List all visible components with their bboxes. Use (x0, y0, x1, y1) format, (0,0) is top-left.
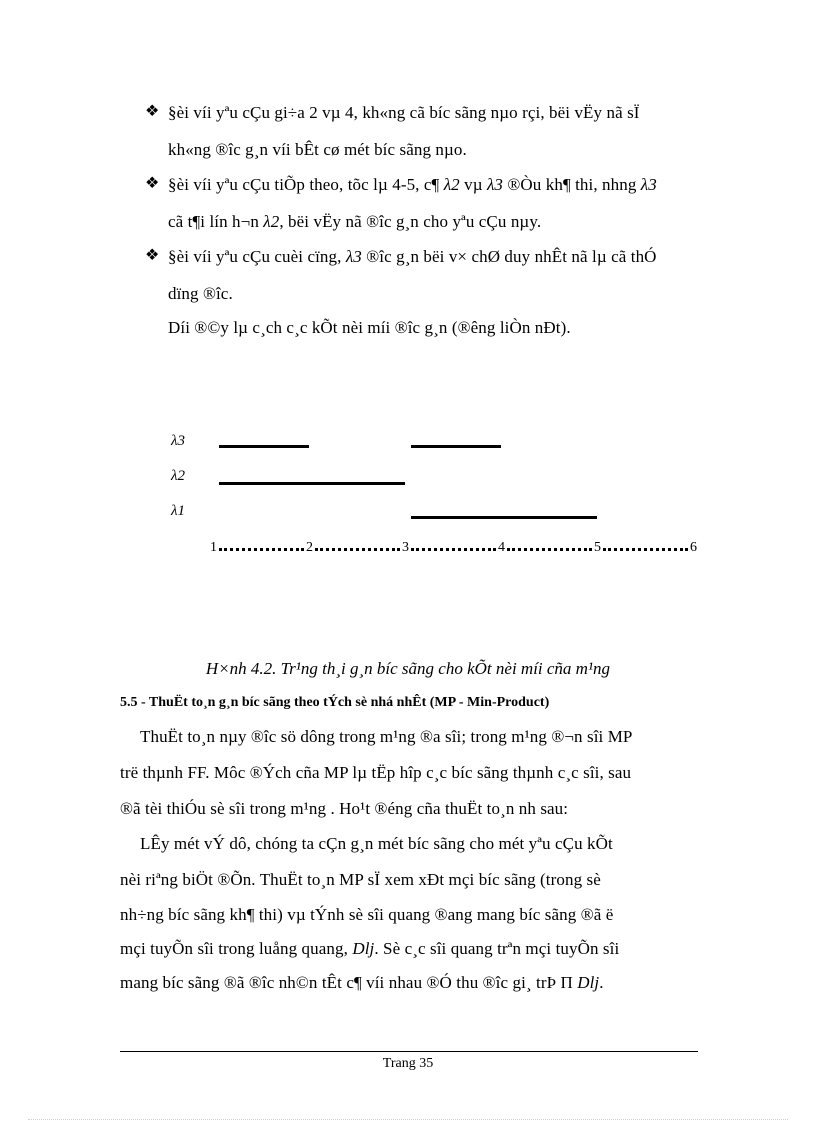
bullet-1-line-1: §èi víi yªu cÇu gi÷a 2 vµ 4, kh«ng cã bíc sãng nµo rçi, bëi vËy nã sÏ (168, 103, 640, 122)
footer-rule (120, 1051, 698, 1052)
paragraph-2-line-4: mçi tuyÕn sîi trong luång quang, Dlj. Sè c¸c sîi quang trªn mçi tuyÕn sîi (120, 939, 620, 958)
axis-tick-4: 4 (498, 540, 505, 555)
connection-segment-1-1 (219, 445, 309, 448)
connection-segment-3-1 (411, 516, 597, 519)
paragraph-2-line-3: nh÷ng bíc sãng kh¶ thi) vµ tÝnh sè sîi quang ®ang mang bíc sãng ®ã ë (120, 905, 614, 924)
diamond-bullet-icon: ❖ (145, 175, 160, 192)
axis-dotted-segment (411, 548, 496, 551)
lambda-symbol: λ3 (486, 175, 504, 194)
paragraph-2-line-1: LÊy mét vÝ dô, chóng ta cÇn g¸n mét bíc sãng cho mét yªu cÇu kÕt (140, 834, 613, 853)
bullet-2-line-1: §èi víi yªu cÇu tiÕp theo, tõc lµ 4-5, c¶ λ2 vµ λ3 ®Òu kh¶ thi, nhng λ3 (168, 175, 657, 194)
axis-tick-5: 5 (594, 540, 601, 555)
paragraph-2-line-5: mang bíc sãng ®ã ®îc nh©n tÊt c¶ víi nhau ®Ó thu ®îc gi¸ trÞ Π Dlj. (120, 973, 604, 992)
bullet-3-line-2: dïng ®îc. (168, 284, 233, 303)
axis-dotted-segment (507, 548, 592, 551)
bullet-1-line-2: kh«ng ®îc g¸n víi bÊt cø mét bíc sãng nµo. (168, 140, 467, 159)
section-heading: 5.5 - ThuËt to¸n g¸n bíc sãng theo tÝch sè nhá nhÊt (MP - Min-Product) (120, 695, 550, 710)
page-number: Trang 35 (382, 1056, 434, 1071)
axis-tick-1: 1 (210, 540, 217, 555)
figure-caption: H×nh 4.2. Tr¹ng th¸i g¸n bíc sãng cho kÕt nèi míi cña m¹ng (205, 659, 611, 678)
axis-tick-2: 2 (306, 540, 313, 555)
axis-dotted-segment (603, 548, 688, 551)
d-lj-symbol: Dlj (352, 939, 375, 958)
page-edge-dotted-line (28, 1119, 788, 1120)
wavelength-label-1: λ1 (171, 503, 185, 519)
intro-line: Díi ®©y lµ c¸ch c¸c kÕt nèi míi ®îc g¸n (®êng liÒn nÐt). (168, 318, 571, 337)
lambda-symbol: λ3 (640, 175, 657, 194)
connection-segment-1-2 (411, 445, 501, 448)
lambda-symbol: λ2 (443, 175, 460, 194)
paragraph-2-line-2: nèi riªng biÖt ®Õn. ThuËt to¸n MP sÏ xem xÐt mçi bíc sãng (trong sè (120, 870, 601, 889)
wavelength-label-2: λ2 (171, 468, 185, 484)
axis-dotted-segment (315, 548, 400, 551)
paragraph-1-line-3: ®ã tèi thiÓu sè sîi trong m¹ng . Ho¹t ®éng cña thuËt to¸n nh sau: (120, 799, 569, 818)
lambda-symbol: λ2 (263, 212, 280, 231)
paragraph-1-line-2: trë thµnh FF. Môc ®Ých cña MP lµ tËp hîp c¸c bíc sãng thµnh c¸c sîi, sau (120, 763, 632, 782)
diamond-bullet-icon: ❖ (145, 247, 160, 264)
d-lj-symbol: Dlj (577, 973, 600, 992)
axis-tick-6: 6 (690, 540, 697, 555)
axis-dotted-segment (219, 548, 304, 551)
diamond-bullet-icon: ❖ (145, 103, 160, 120)
lambda-symbol: λ3 (345, 247, 362, 266)
bullet-2-line-2: cã t¶i lín h¬n λ2, bëi vËy nã ®îc g¸n cho yªu cÇu nµy. (168, 212, 542, 231)
connection-segment-2-1 (219, 482, 405, 485)
axis-tick-3: 3 (402, 540, 409, 555)
wavelength-label-3: λ3 (171, 433, 185, 449)
bullet-3-line-1: §èi víi yªu cÇu cuèi cïng, λ3 ®îc g¸n bëi v× chØ duy nhÊt nã lµ cã thÓ (168, 247, 657, 266)
paragraph-1-line-1: ThuËt to¸n nµy ®îc sö dông trong m¹ng ®a sîi; trong m¹ng ®¬n sîi MP (140, 727, 633, 746)
